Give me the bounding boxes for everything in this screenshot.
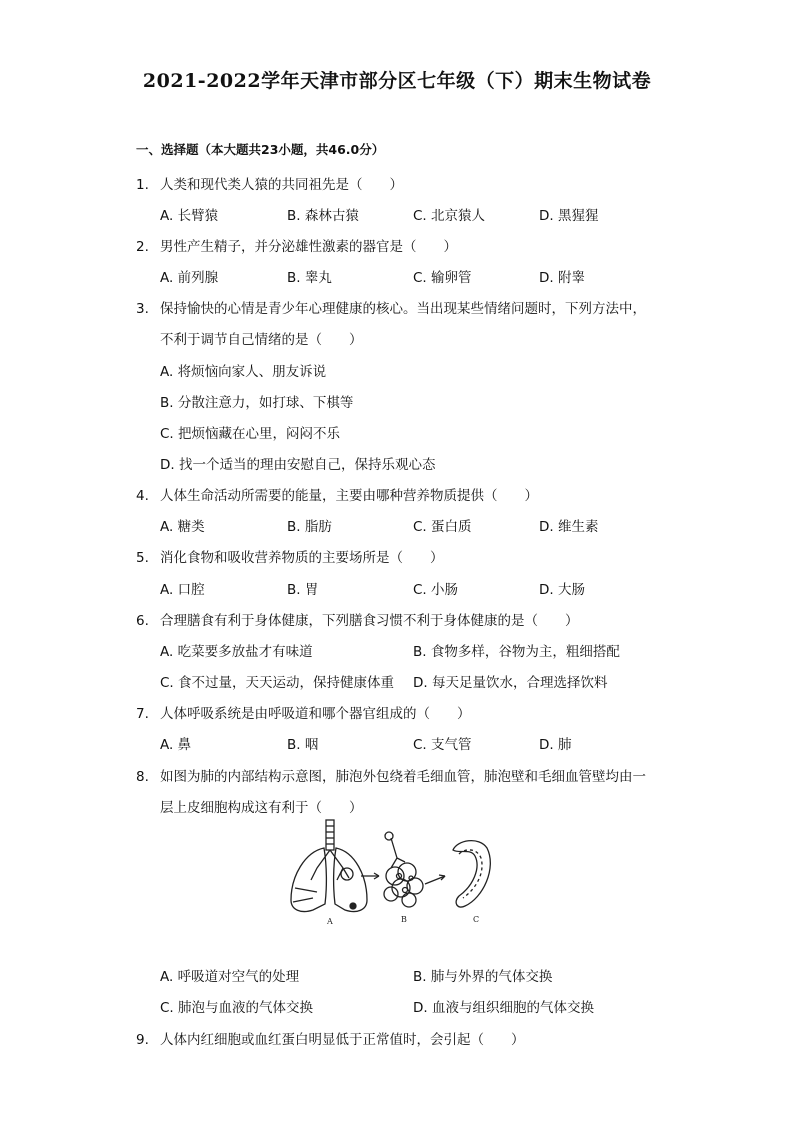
- option-a: A. 呼吸道对空气的处理: [160, 969, 300, 985]
- option-d: D. 每天足量饮水，合理选择饮料: [413, 675, 608, 691]
- option-d: D. 血液与组织细胞的气体交换: [413, 1000, 594, 1016]
- question-number: 8.: [136, 769, 149, 785]
- question-stem: 人体内红细胞或血红蛋白明显低于正常值时，会引起（ ）: [160, 1032, 525, 1048]
- question-6: [136, 609, 579, 629]
- question-stem: 保持愉快的心情是青少年心理健康的核心。当出现某些情绪问题时，下列方法中，: [160, 301, 646, 317]
- option-d: D. 维生素: [539, 519, 599, 535]
- option-c: C. 食不过量，天天运动，保持健康体重: [160, 675, 395, 691]
- option-b: B. 分散注意力，如打球、下棋等: [160, 395, 354, 411]
- option-b: B. 咽: [287, 737, 319, 753]
- question-stem-continued: 不利于调节自己情绪的是（ ）: [160, 332, 363, 348]
- option-d: D. 附睾: [539, 270, 585, 286]
- figure-label-a: A: [327, 917, 333, 926]
- option-a: A. 前列腺: [160, 270, 219, 286]
- exam-title: 2021-2022学年天津市部分区七年级（下）期末生物试卷: [142, 70, 652, 92]
- option-a: A. 口腔: [160, 582, 205, 598]
- trachea: [326, 820, 334, 850]
- option-c: C. 小肠: [413, 582, 459, 598]
- option-a: A. 吃菜要多放盐才有味道: [160, 644, 313, 660]
- question-stem: 如图为肺的内部结构示意图，肺泡外包绕着毛细血管，肺泡壁和毛细血管壁均由一: [160, 769, 646, 785]
- option-c: C. 输卵管: [413, 270, 472, 286]
- left-lung: [291, 848, 326, 912]
- option-a: A. 鼻: [160, 737, 192, 753]
- option-a: A. 糖类: [160, 519, 205, 535]
- question-7: [136, 702, 471, 722]
- option-a: A. 长臂猿: [160, 208, 219, 224]
- question-stem-continued: 层上皮细胞构成这有利于（ ）: [160, 800, 363, 816]
- question-1: [136, 173, 403, 193]
- question-stem: 消化食物和吸收营养物质的主要场所是（ ）: [160, 550, 444, 566]
- option-b: B. 睾丸: [287, 270, 332, 286]
- question-number: 3.: [136, 301, 149, 317]
- question-stem: 人体呼吸系统是由呼吸道和哪个器官组成的（ ）: [160, 706, 471, 722]
- option-b: B. 胃: [287, 582, 319, 598]
- question-number: 4.: [136, 488, 149, 504]
- option-c: C. 蛋白质: [413, 519, 472, 535]
- question-3: [136, 297, 646, 317]
- question-stem: 人体生命活动所需要的能量，主要由哪种营养物质提供（ ）: [160, 488, 538, 504]
- option-d: D. 肺: [539, 737, 572, 753]
- question-number: 2.: [136, 239, 149, 255]
- option-b: B. 脂肪: [287, 519, 332, 535]
- question-stem: 人类和现代类人猿的共同祖先是（ ）: [160, 177, 403, 193]
- option-d: D. 大肠: [539, 582, 585, 598]
- question-2: [136, 235, 457, 255]
- question-number: 9.: [136, 1032, 149, 1048]
- question-4: [136, 484, 538, 504]
- option-d: D. 黑猩猩: [539, 208, 599, 224]
- option-c: C. 支气管: [413, 737, 472, 753]
- lung-structure-diagram: [287, 818, 517, 930]
- question-5: [136, 546, 444, 566]
- question-number: 5.: [136, 550, 149, 566]
- section-heading: 一、选择题（本大题共23小题，共46.0分）: [136, 142, 385, 157]
- figure-label-c: C: [473, 915, 480, 924]
- question-8: [136, 765, 646, 785]
- option-b: B. 食物多样，谷物为主，粗细搭配: [413, 644, 620, 660]
- question-number: 7.: [136, 706, 149, 722]
- option-b: B. 森林古猿: [287, 208, 359, 224]
- option-c: C. 北京猿人: [413, 208, 486, 224]
- figure-label-b: B: [401, 915, 407, 924]
- question-stem: 男性产生精子，并分泌雄性激素的器官是（ ）: [160, 239, 457, 255]
- option-a: A. 将烦恼向家人、朋友诉说: [160, 364, 327, 380]
- question-9: [136, 1028, 525, 1048]
- option-c: C. 肺泡与血液的气体交换: [160, 1000, 314, 1016]
- option-c: C. 把烦恼藏在心里，闷闷不乐: [160, 426, 341, 442]
- question-number: 6.: [136, 613, 149, 629]
- question-stem: 合理膳食有利于身体健康，下列膳食习惯不利于身体健康的是（ ）: [160, 613, 579, 629]
- option-d: D. 找一个适当的理由安慰自己，保持乐观心态: [160, 457, 436, 473]
- question-number: 1.: [136, 177, 149, 193]
- option-b: B. 肺与外界的气体交换: [413, 969, 553, 985]
